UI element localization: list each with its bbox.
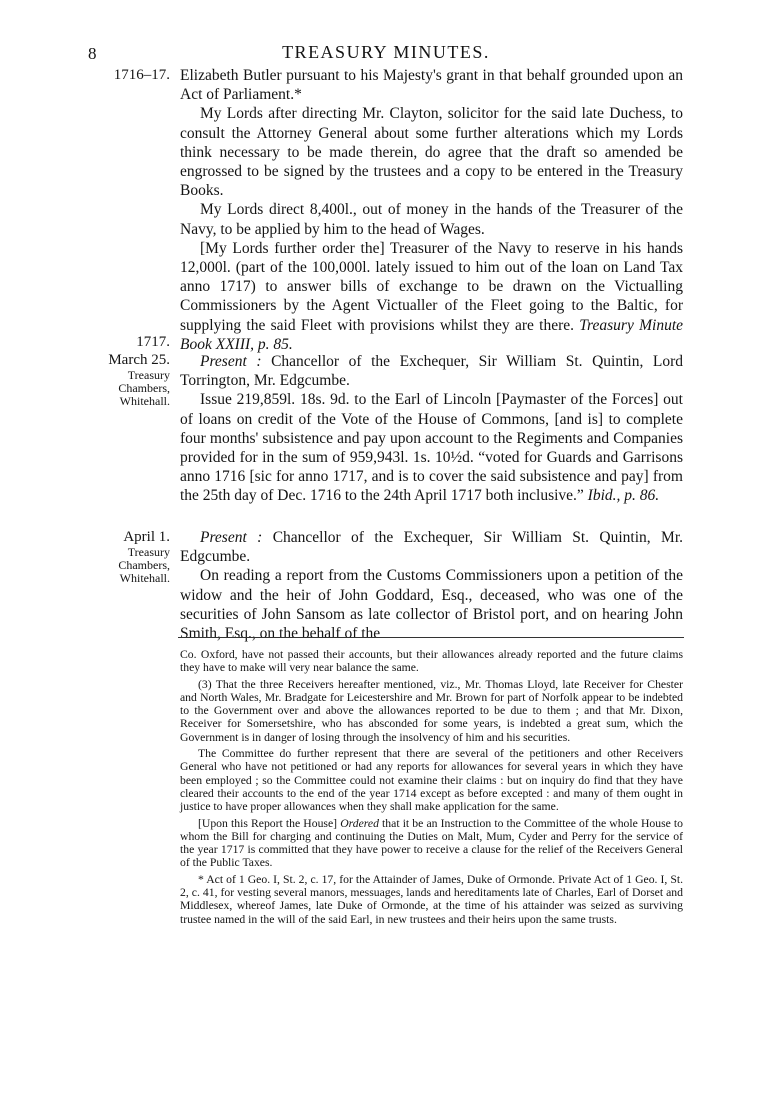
minutes-entry-april-1 bbox=[180, 528, 683, 643]
margin-place-line: Chambers, bbox=[118, 558, 170, 572]
paragraph: [My Lords further order the] Treasurer of the Navy to reserve in his hands 12,000l. (part of the 100,000l. lately issued to him out of the loan on Land Tax anno 1717) to answer bills of exchange to be drawn on the Victualling Commissioners by the Agent Victualler of the Fleet going to the Baltic, for supplying the said Fleet with provisions whilst they are there. Treasury Minute Book XXIII, p. 85. bbox=[180, 239, 684, 353]
footnote: [Upon this Report the House] Ordered that it be an Instruction to the Committee of the whole House to whom the Bill for charging and continuing the Duties on Malt, Mum, Cyder and Perry for the service of the year 1717 is committed that they have power to receive a clause for the relief of the Receivers General of the Public Taxes. bbox=[180, 816, 684, 870]
footnote: Co. Oxford, have not passed their accounts, but their allowances already reported and the future claims they have to make will very near balance the same. bbox=[180, 648, 683, 675]
minutes-entry-march-25 bbox=[180, 352, 683, 506]
margin-place-line: Whitehall. bbox=[119, 571, 170, 585]
source-reference: Ibid., p. 86. bbox=[587, 487, 660, 505]
margin-place-line: Chambers, bbox=[118, 381, 170, 395]
margin-place-line: Treasury bbox=[127, 368, 170, 382]
margin-year-range: 1716–17. bbox=[113, 67, 170, 83]
margin-entry-march bbox=[84, 333, 170, 408]
footnote: The Committee do further represent that there are several of the petitioners and other Receivers General who have not petitioned or had any reports for allowances for several years in which they have been employed ; so the Committee could not examine their claims : but on inquiry do find that they have cleared their accounts to the end of the year 1714 except as before excepted : and many of them ought in justice to have proper allowances when they shall make application for the same. bbox=[180, 747, 683, 814]
paragraph: My Lords direct 8,400l., out of money in the hands of the Treasurer of the Navy, to be applied by him to the head of Wages. bbox=[180, 201, 683, 238]
margin-year: 1717. bbox=[136, 334, 170, 350]
footnote: * Act of 1 Geo. I, St. 2, c. 17, for the Attainder of James, Duke of Ormonde. Private Act of 1 Geo. I, St. 2, c. 41, for vesting several manors, messuages, lands and hereditaments late of Charles, Earl of Dorset and Middlesex, whereof James, late Duke of Ormonde, at the time of his attainder was seized as surviving trustee named in the will of the said Earl, in new trustees and their heirs upon the same trusts. bbox=[180, 872, 683, 926]
margin-entry-april bbox=[84, 528, 170, 585]
paragraph: My Lords after directing Mr. Clayton, solicitor for the said late Duchess, to consult the Attorney General about some further alterations which my Lords think necessary to be made therein, do agree that the draft so amended be engrossed to be signed by the trustees and a copy to be entered in the Treasury Books. bbox=[180, 105, 683, 200]
present-line: Present : Chancellor of the Exchequer, Sir William St. Quintin, Mr. Edgcumbe. bbox=[180, 529, 684, 566]
paragraph: Issue 219,859l. 18s. 9d. to the Earl of Lincoln [Paymaster of the Forces] out of loans on credit of the Vote of the House of Commons, [and is] to complete four months' subsistence and pay upon account to the Regiments and Companies provided for in the sum of 959,943l. 1s. 10½d. “voted for Guards and Garrisons anno 1716 [sic for anno 1717, and is to cover the said subsistence and pay] from the 25th day of Dec. 1716 to the 24th April 1717 both inclusive.” Ibid., p. 86. bbox=[180, 391, 683, 505]
minutes-entry-continued bbox=[180, 66, 683, 354]
margin-date: April 1. bbox=[123, 529, 170, 545]
footnote-divider bbox=[178, 637, 684, 638]
page-number: 8 bbox=[88, 44, 97, 63]
source-reference: Treasury Minute Book XXIII, p. 85. bbox=[180, 316, 684, 353]
margin-place-line: Treasury bbox=[127, 545, 170, 559]
running-title: TREASURY MINUTES. bbox=[282, 42, 490, 62]
footnotes bbox=[180, 648, 683, 929]
paragraph: On reading a report from the Customs Commissioners upon a petition of the widow and the heir of John Goddard, Esq., deceased, who was one of the securities of John Sansom as late collector of Bristol port, and on hearing John Smith, Esq., on the behalf of the bbox=[180, 567, 683, 643]
footnote: (3) That the three Receivers hereafter mentioned, viz., Mr. Thomas Lloyd, late Receiver for Chester and North Wales, Mr. Bradgate for Leicestershire and Mr. Brown for part of Norfolk appear to be indebted to the Government over and above the allowances reported to be due to them ; and that Mr. Dixon, Receiver for Somersetshire, who has absconded for some years, is indebted a great sum, which the Government is in danger of losing through the insolvency of him and his securities. bbox=[180, 677, 683, 744]
margin-date: March 25. bbox=[108, 352, 170, 368]
paragraph: Elizabeth Butler pursuant to his Majesty's grant in that behalf grounded upon an Act of Parliament.* bbox=[180, 67, 683, 104]
present-line: Present : Chancellor of the Exchequer, Sir William St. Quintin, Lord Torrington, Mr. Edgcumbe. bbox=[180, 353, 684, 390]
margin-place-line: Whitehall. bbox=[119, 394, 170, 408]
